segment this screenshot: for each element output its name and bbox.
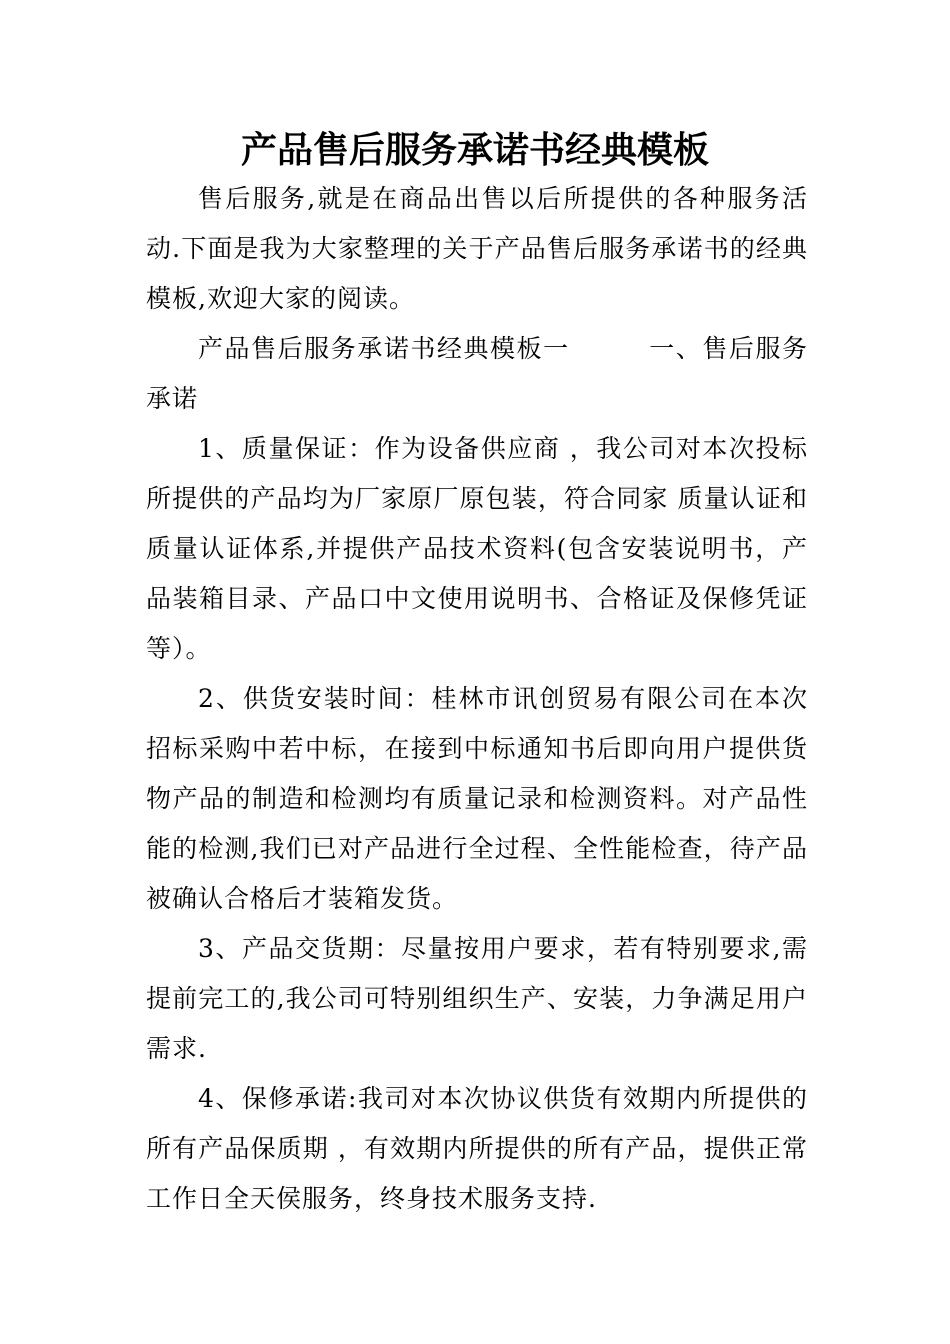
intro-paragraph: 售后服务,就是在商品出售以后所提供的各种服务活动.下面是我为大家整理的关于产品售后服务承诺书的经典模板,欢迎大家的阅读。 xyxy=(146,184,808,313)
warranty-paragraph: 4、保修承诺:我司对本次协议供货有效期内所提供的所有产品保质期 ，有效期内所提供的所有产品，提供正常工作日全天侯服务，终身技术服务支持. xyxy=(146,1084,808,1213)
delivery-period-paragraph: 3、产品交货期：尽量按用户要求，若有特别要求,需提前完工的,我公司可特别组织生产、安装，力争满足用户需求. xyxy=(146,934,808,1063)
delivery-installation-paragraph: 2、供货安装时间：桂林市讯创贸易有限公司在本次招标采购中若中标，在接到中标通知书后即向用户提供货物产品的制造和检测均有质量记录和检测资料。对产品性能的检测,我们已对产品进行全过程、全性能检查，待产品被确认合格后才装箱发货。 xyxy=(146,684,808,913)
quality-guarantee-paragraph: 1、质量保证：作为设备供应商 ，我公司对本次投标所提供的产品均为厂家原厂原包装，符合同家 质量认证和质量认证体系,并提供产品技术资料(包含安装说明书，产品装箱目录、产品口中文使用说明书、合格证及保修凭证等）。 xyxy=(146,434,808,663)
section-heading-paragraph: 产品售后服务承诺书经典模板一 一、售后服务承诺 xyxy=(146,334,808,413)
document-body xyxy=(146,174,808,1224)
document-title: 产品售后服务承诺书经典模板 xyxy=(240,129,709,171)
